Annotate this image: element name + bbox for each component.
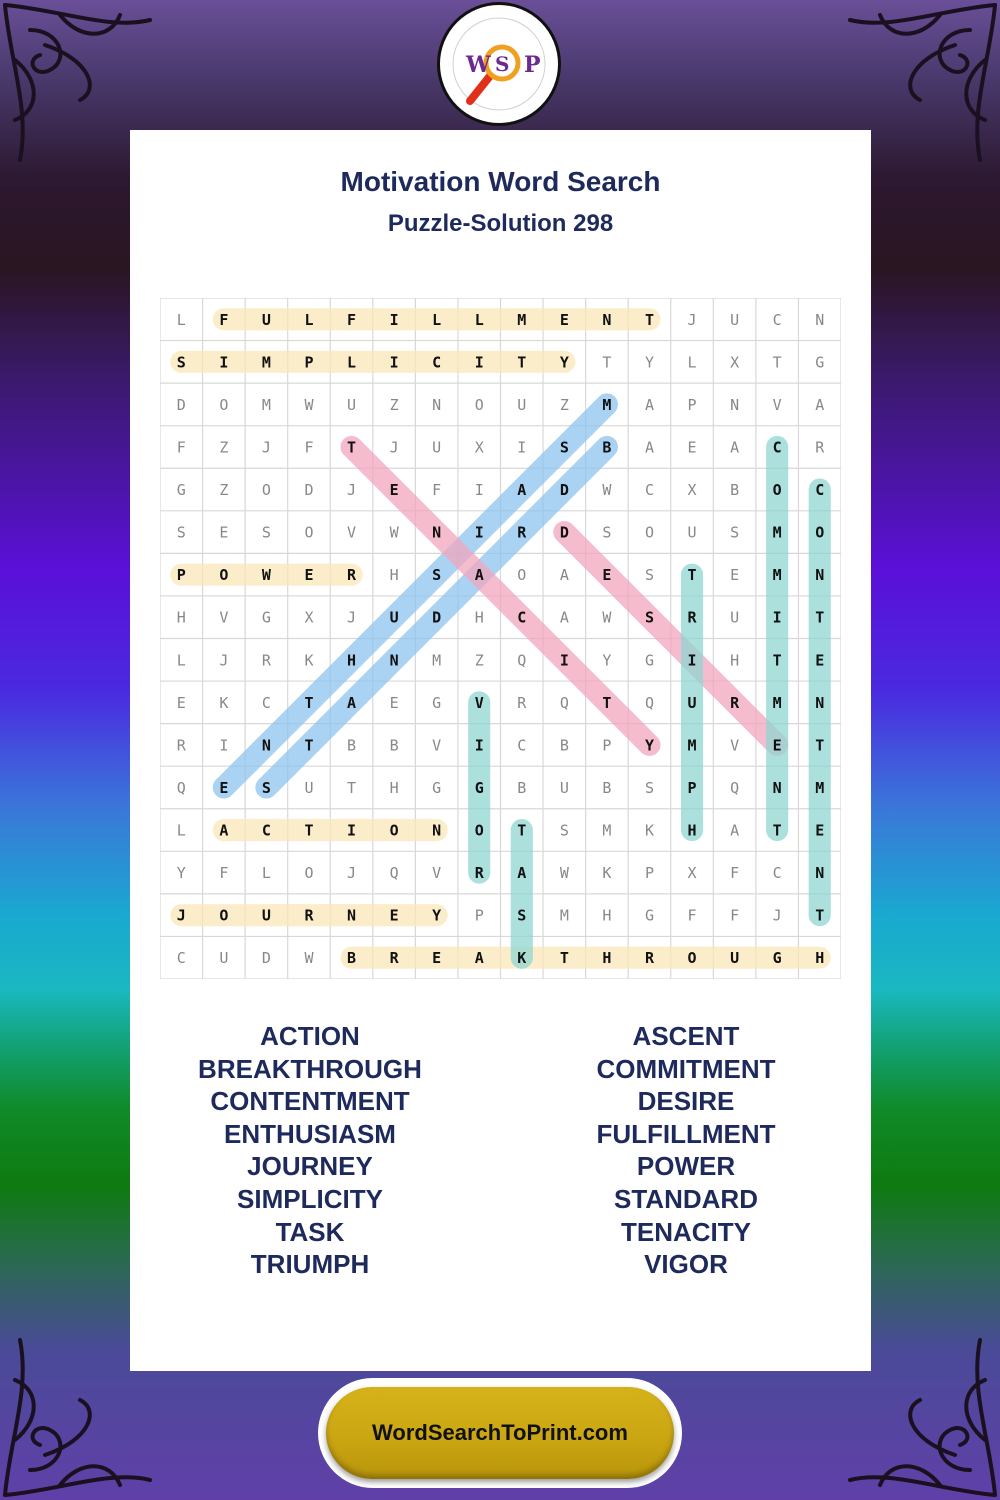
grid-cell-letter: K: [644, 821, 654, 840]
grid-cell-letter: T: [304, 821, 314, 840]
grid-cell-letter: C: [261, 693, 271, 712]
grid-cell-letter: R: [176, 736, 186, 755]
grid-cell-letter: X: [304, 608, 314, 627]
grid-cell-letter: F: [687, 906, 697, 925]
grid-cell-letter: H: [347, 651, 357, 670]
grid-cell-letter: G: [432, 778, 442, 797]
word-list-left-column: [130, 1020, 490, 1281]
grid-cell-letter: T: [644, 310, 654, 329]
grid-cell-letter: P: [304, 353, 314, 372]
grid-cell-letter: N: [261, 736, 271, 755]
grid-cell-letter: N: [730, 395, 740, 414]
grid-cell-letter: T: [772, 821, 782, 840]
grid-cell-letter: N: [772, 778, 782, 797]
grid-cell-letter: O: [474, 395, 484, 414]
grid-cell-letter: E: [389, 481, 399, 500]
grid-cell-letter: C: [261, 821, 271, 840]
grid-cell-letter: U: [304, 778, 314, 797]
grid-cell-letter: G: [432, 693, 442, 712]
grid-cell-letter: X: [474, 438, 484, 457]
grid-cell-letter: Y: [559, 353, 569, 372]
grid-cell-letter: J: [389, 438, 399, 457]
grid-cell-letter: V: [474, 693, 484, 712]
word-list-item: DESIRE: [637, 1086, 735, 1117]
word-search-grid: [160, 298, 841, 979]
grid-cell-letter: X: [687, 481, 697, 500]
grid-cell-letter: K: [219, 693, 229, 712]
word-list-item: POWER: [636, 1151, 736, 1182]
grid-cell-letter: S: [730, 523, 740, 542]
grid-cell-letter: M: [261, 353, 271, 372]
grid-cell-letter: J: [772, 906, 782, 925]
grid-cell-letter: C: [432, 353, 442, 372]
grid-cell-letter: M: [261, 395, 271, 414]
grid-cell-letter: I: [474, 481, 484, 500]
grid-cell-letter: S: [176, 523, 186, 542]
word-list-item: JOURNEY: [247, 1151, 373, 1182]
word-list-item: BREAKTHROUGH: [198, 1053, 422, 1084]
grid-cell-letter: G: [474, 778, 484, 797]
grid-cell-letter: S: [176, 353, 186, 372]
grid-cell-letter: M: [559, 906, 569, 925]
grid-cell-letter: C: [517, 736, 527, 755]
grid-cell-letter: E: [176, 693, 186, 712]
grid-cell-letter: B: [517, 778, 527, 797]
grid-cell-letter: V: [730, 736, 740, 755]
word-list-item: COMMITMENT: [596, 1053, 776, 1084]
grid-cell-letter: P: [602, 736, 612, 755]
grid-cell-letter: O: [261, 481, 271, 500]
grid-cell-letter: T: [815, 608, 825, 627]
grid-cell-letter: K: [517, 949, 527, 968]
grid-cell-letter: S: [644, 608, 654, 627]
grid-cell-letter: O: [219, 566, 229, 585]
grid-cell-letter: S: [432, 566, 442, 585]
word-list-item: VIGOR: [644, 1249, 728, 1280]
grid-cell-letter: N: [815, 566, 825, 585]
grid-cell-letter: O: [772, 481, 782, 500]
grid-cell-letter: J: [347, 864, 357, 883]
grid-cell-letter: N: [602, 310, 612, 329]
grid-cell-letter: F: [730, 864, 740, 883]
grid-cell-letter: J: [687, 310, 697, 329]
grid-cell-letter: M: [687, 736, 697, 755]
grid-cell-letter: O: [389, 821, 399, 840]
grid-cell-letter: T: [347, 438, 357, 457]
grid-cell-letter: E: [389, 693, 399, 712]
grid-cell-letter: T: [304, 693, 314, 712]
grid-cell-letter: J: [176, 906, 186, 925]
grid-cell-letter: Z: [389, 395, 399, 414]
grid-cell-letter: I: [687, 651, 697, 670]
grid-cell-letter: A: [644, 438, 654, 457]
logo-letter-p: P: [524, 52, 541, 78]
grid-cell-letter: T: [517, 353, 527, 372]
grid-cell-letter: B: [559, 736, 569, 755]
grid-cell-letter: R: [474, 864, 484, 883]
grid-cell-letter: S: [644, 566, 654, 585]
grid-cell-letter: Z: [219, 481, 229, 500]
grid-cell-letter: F: [347, 310, 357, 329]
grid-cell-letter: M: [432, 651, 442, 670]
grid-cell-letter: E: [815, 651, 825, 670]
grid-cell-letter: G: [261, 608, 271, 627]
grid-cell-letter: J: [347, 481, 357, 500]
grid-cell-letter: N: [432, 523, 442, 542]
grid-cell-letter: S: [261, 778, 271, 797]
grid-cell-letter: A: [644, 395, 654, 414]
grid-cell-letter: N: [389, 651, 399, 670]
grid-cell-letter: O: [304, 523, 314, 542]
grid-cell-letter: Z: [219, 438, 229, 457]
grid-cell-letter: Q: [389, 864, 399, 883]
grid-cell-letter: H: [687, 821, 697, 840]
grid-cell-letter: S: [559, 438, 569, 457]
grid-cell-letter: F: [304, 438, 314, 457]
grid-cell-letter: V: [432, 864, 442, 883]
grid-cell-letter: P: [474, 906, 484, 925]
grid-cell-letter: V: [347, 523, 357, 542]
grid-cell-letter: D: [176, 395, 186, 414]
grid-cell-letter: B: [730, 481, 740, 500]
logo-letter-w: W: [466, 52, 491, 78]
grid-cell-letter: E: [687, 438, 697, 457]
grid-cell-letter: O: [687, 949, 697, 968]
word-list-item: ASCENT: [632, 1021, 740, 1051]
grid-cell-letter: W: [304, 949, 314, 968]
grid-cell-letter: W: [602, 608, 612, 627]
grid-cell-letter: P: [176, 566, 186, 585]
grid-cell-letter: Q: [644, 693, 654, 712]
word-list: [130, 1020, 871, 1290]
grid-cell-letter: I: [559, 651, 569, 670]
grid-cell-letter: V: [219, 608, 229, 627]
grid-cell-letter: I: [219, 736, 229, 755]
grid-cell-letter: U: [559, 778, 569, 797]
grid-cell-letter: N: [347, 906, 357, 925]
grid-cell-letter: C: [176, 949, 186, 968]
grid-cell-letter: E: [730, 566, 740, 585]
grid-cell-letter: E: [559, 310, 569, 329]
grid-cell-letter: N: [432, 821, 442, 840]
site-logo[interactable]: [437, 2, 561, 126]
grid-cell-letter: O: [644, 523, 654, 542]
grid-cell-letter: I: [389, 353, 399, 372]
grid-cell-letter: H: [389, 778, 399, 797]
grid-cell-letter: U: [730, 608, 740, 627]
word-list-item: TASK: [275, 1216, 345, 1247]
grid-cell-letter: Y: [176, 864, 186, 883]
grid-cell-letter: Z: [474, 651, 484, 670]
word-list-item: TENACITY: [621, 1216, 751, 1247]
grid-cell-letter: I: [474, 523, 484, 542]
grid-cell-letter: U: [730, 310, 740, 329]
grid-cell-letter: O: [474, 821, 484, 840]
grid-cell-letter: M: [772, 566, 782, 585]
grid-cell-letter: A: [474, 566, 484, 585]
grid-cell-letter: L: [304, 310, 314, 329]
footer-site-label: WordSearchToPrint.com: [372, 1420, 628, 1445]
grid-cell-letter: E: [219, 523, 229, 542]
grid-cell-letter: Y: [602, 651, 612, 670]
grid-cell-letter: J: [261, 438, 271, 457]
grid-cell-letter: G: [644, 906, 654, 925]
grid-cell-letter: T: [347, 778, 357, 797]
grid-cell-letter: C: [772, 864, 782, 883]
grid-cell-letter: Q: [730, 778, 740, 797]
grid-cell-letter: O: [517, 566, 527, 585]
grid-cell-letter: L: [474, 310, 484, 329]
grid-cell-letter: S: [559, 821, 569, 840]
grid-cell-letter: A: [559, 608, 569, 627]
grid-cell-letter: J: [219, 651, 229, 670]
grid-cell-letter: U: [517, 395, 527, 414]
grid-cell-letter: R: [347, 566, 357, 585]
grid-cell-letter: O: [815, 523, 825, 542]
grid-cell-letter: M: [815, 778, 825, 797]
grid-cell-letter: F: [432, 481, 442, 500]
grid-cell-letter: G: [176, 481, 186, 500]
grid-cell-letter: H: [389, 566, 399, 585]
grid-cell-letter: I: [474, 736, 484, 755]
grid-cell-letter: T: [815, 736, 825, 755]
grid-cell-letter: U: [432, 438, 442, 457]
grid-cell-letter: I: [389, 310, 399, 329]
grid-cell-letter: W: [261, 566, 271, 585]
grid-cell-letter: Q: [559, 693, 569, 712]
grid-cell-letter: N: [432, 395, 442, 414]
grid-cell-letter: I: [474, 353, 484, 372]
grid-cell-letter: B: [602, 438, 612, 457]
grid-cell-letter: N: [815, 310, 825, 329]
grid-cell-letter: M: [602, 821, 612, 840]
grid-cell-letter: U: [389, 608, 399, 627]
grid-cell-letter: E: [389, 906, 399, 925]
grid-cell-letter: R: [644, 949, 654, 968]
word-list-item: SIMPLICITY: [237, 1183, 383, 1214]
grid-cell-letter: W: [602, 481, 612, 500]
grid-cell-letter: Y: [644, 353, 654, 372]
word-search-grid-svg: [160, 298, 841, 979]
grid-cell-letter: P: [644, 864, 654, 883]
grid-cell-letter: E: [304, 566, 314, 585]
grid-cell-letter: T: [772, 353, 782, 372]
grid-cell-letter: J: [347, 608, 357, 627]
grid-cell-letter: W: [559, 864, 569, 883]
grid-cell-letter: A: [730, 821, 740, 840]
word-list-item: FULFILLMENT: [596, 1118, 776, 1149]
grid-cell-letter: S: [602, 523, 612, 542]
grid-cell-letter: U: [261, 310, 271, 329]
grid-cell-letter: D: [304, 481, 314, 500]
grid-cell-letter: B: [347, 736, 357, 755]
grid-cell-letter: M: [772, 523, 782, 542]
grid-cell-letter: M: [772, 693, 782, 712]
page-subtitle: Puzzle-Solution 298: [387, 210, 614, 237]
grid-cell-letter: G: [772, 949, 782, 968]
grid-cell-letter: H: [602, 949, 612, 968]
grid-cell-letter: L: [176, 821, 186, 840]
grid-cell-letter: U: [687, 693, 697, 712]
grid-cell-letter: V: [772, 395, 782, 414]
grid-cell-letter: S: [261, 523, 271, 542]
grid-cell-letter: R: [389, 949, 399, 968]
grid-cell-letter: X: [730, 353, 740, 372]
grid-cell-letter: K: [304, 651, 314, 670]
grid-cell-letter: I: [517, 438, 527, 457]
logo-letter-s: S: [495, 52, 510, 76]
grid-cell-letter: A: [517, 864, 527, 883]
grid-cell-letter: U: [261, 906, 271, 925]
grid-cell-letter: W: [389, 523, 399, 542]
grid-cell-letter: Q: [517, 651, 527, 670]
grid-cell-letter: A: [517, 481, 527, 500]
grid-cell-letter: U: [730, 949, 740, 968]
word-list-item: CONTENTMENT: [210, 1086, 410, 1117]
word-list-item: TRIUMPH: [250, 1249, 370, 1280]
grid-cell-letter: M: [602, 395, 612, 414]
grid-cell-letter: C: [772, 310, 782, 329]
grid-cell-letter: Q: [176, 778, 186, 797]
grid-cell-letter: D: [432, 608, 442, 627]
grid-cell-letter: H: [176, 608, 186, 627]
grid-cell-letter: L: [261, 864, 271, 883]
grid-cell-letter: I: [219, 353, 229, 372]
grid-cell-letter: N: [815, 864, 825, 883]
grid-cell-letter: P: [687, 395, 697, 414]
grid-cell-letter: E: [219, 778, 229, 797]
grid-cell-letter: L: [432, 310, 442, 329]
grid-cell-letter: R: [304, 906, 314, 925]
grid-cell-letter: D: [261, 949, 271, 968]
grid-cell-letter: F: [219, 864, 229, 883]
grid-cell-letter: M: [517, 310, 527, 329]
grid-cell-letter: F: [176, 438, 186, 457]
grid-cell-letter: T: [517, 821, 527, 840]
grid-cell-letter: U: [687, 523, 697, 542]
grid-cell-letter: S: [517, 906, 527, 925]
grid-cell-letter: F: [730, 906, 740, 925]
grid-cell-letter: W: [304, 395, 314, 414]
grid-cell-letter: R: [517, 523, 527, 542]
puzzle-card: [130, 130, 871, 1371]
grid-cell-letter: T: [772, 651, 782, 670]
grid-cell-letter: N: [815, 693, 825, 712]
grid-cell-letter: E: [602, 566, 612, 585]
grid-cell-letter: K: [602, 864, 612, 883]
word-list-item: STANDARD: [614, 1183, 758, 1214]
grid-cell-letter: B: [347, 949, 357, 968]
grid-cell-letter: X: [687, 864, 697, 883]
grid-cell-letter: U: [219, 949, 229, 968]
grid-cell-letter: S: [644, 778, 654, 797]
grid-cell-letter: F: [219, 310, 229, 329]
grid-cell-letter: C: [772, 438, 782, 457]
grid-cell-letter: P: [687, 778, 697, 797]
grid-cell-letter: C: [815, 481, 825, 500]
grid-cell-letter: I: [772, 608, 782, 627]
grid-cell-letter: R: [815, 438, 825, 457]
grid-cell-letter: H: [730, 651, 740, 670]
grid-cell-letter: A: [559, 566, 569, 585]
grid-cell-letter: L: [687, 353, 697, 372]
grid-cell-letter: U: [347, 395, 357, 414]
grid-cell-letter: D: [559, 523, 569, 542]
grid-cell-letter: O: [304, 864, 314, 883]
word-list-item: ACTION: [260, 1021, 360, 1051]
grid-cell-letter: O: [219, 906, 229, 925]
grid-cell-letter: T: [304, 736, 314, 755]
grid-cell-letter: Y: [644, 736, 654, 755]
grid-cell-letter: O: [219, 395, 229, 414]
grid-cell-letter: A: [815, 395, 825, 414]
word-list-item: ENTHUSIASM: [224, 1118, 396, 1149]
grid-cell-letter: R: [730, 693, 740, 712]
grid-cell-letter: B: [602, 778, 612, 797]
grid-cell-letter: E: [815, 821, 825, 840]
grid-cell-letter: G: [644, 651, 654, 670]
grid-cell-letter: A: [474, 949, 484, 968]
grid-cell-letter: L: [176, 310, 186, 329]
grid-cell-letter: Y: [432, 906, 442, 925]
grid-cell-letter: C: [644, 481, 654, 500]
grid-cell-letter: H: [474, 608, 484, 627]
word-list-right-column: [506, 1020, 866, 1281]
footer-site-link[interactable]: [326, 1387, 674, 1479]
grid-cell-letter: E: [772, 736, 782, 755]
grid-cell-letter: G: [815, 353, 825, 372]
grid-cell-letter: R: [517, 693, 527, 712]
grid-cell-letter: T: [602, 353, 612, 372]
grid-cell-letter: T: [559, 949, 569, 968]
grid-cell-letter: L: [176, 651, 186, 670]
grid-cell-letter: E: [432, 949, 442, 968]
grid-cell-letter: L: [347, 353, 357, 372]
grid-cell-letter: H: [815, 949, 825, 968]
grid-cell-letter: R: [687, 608, 697, 627]
grid-cell-letter: A: [219, 821, 229, 840]
page-title: Motivation Word Search: [340, 166, 661, 197]
grid-cell-letter: V: [432, 736, 442, 755]
grid-cell-letter: R: [261, 651, 271, 670]
grid-cell-letter: I: [347, 821, 357, 840]
grid-cell-letter: A: [730, 438, 740, 457]
grid-cell-letter: T: [687, 566, 697, 585]
grid-cell-letter: Z: [559, 395, 569, 414]
grid-cell-letter: A: [347, 693, 357, 712]
grid-cell-letter: C: [517, 608, 527, 627]
grid-cell-letter: D: [559, 481, 569, 500]
grid-cell-letter: T: [815, 906, 825, 925]
grid-cell-letter: B: [389, 736, 399, 755]
grid-cell-letter: H: [602, 906, 612, 925]
grid-cell-letter: T: [602, 693, 612, 712]
